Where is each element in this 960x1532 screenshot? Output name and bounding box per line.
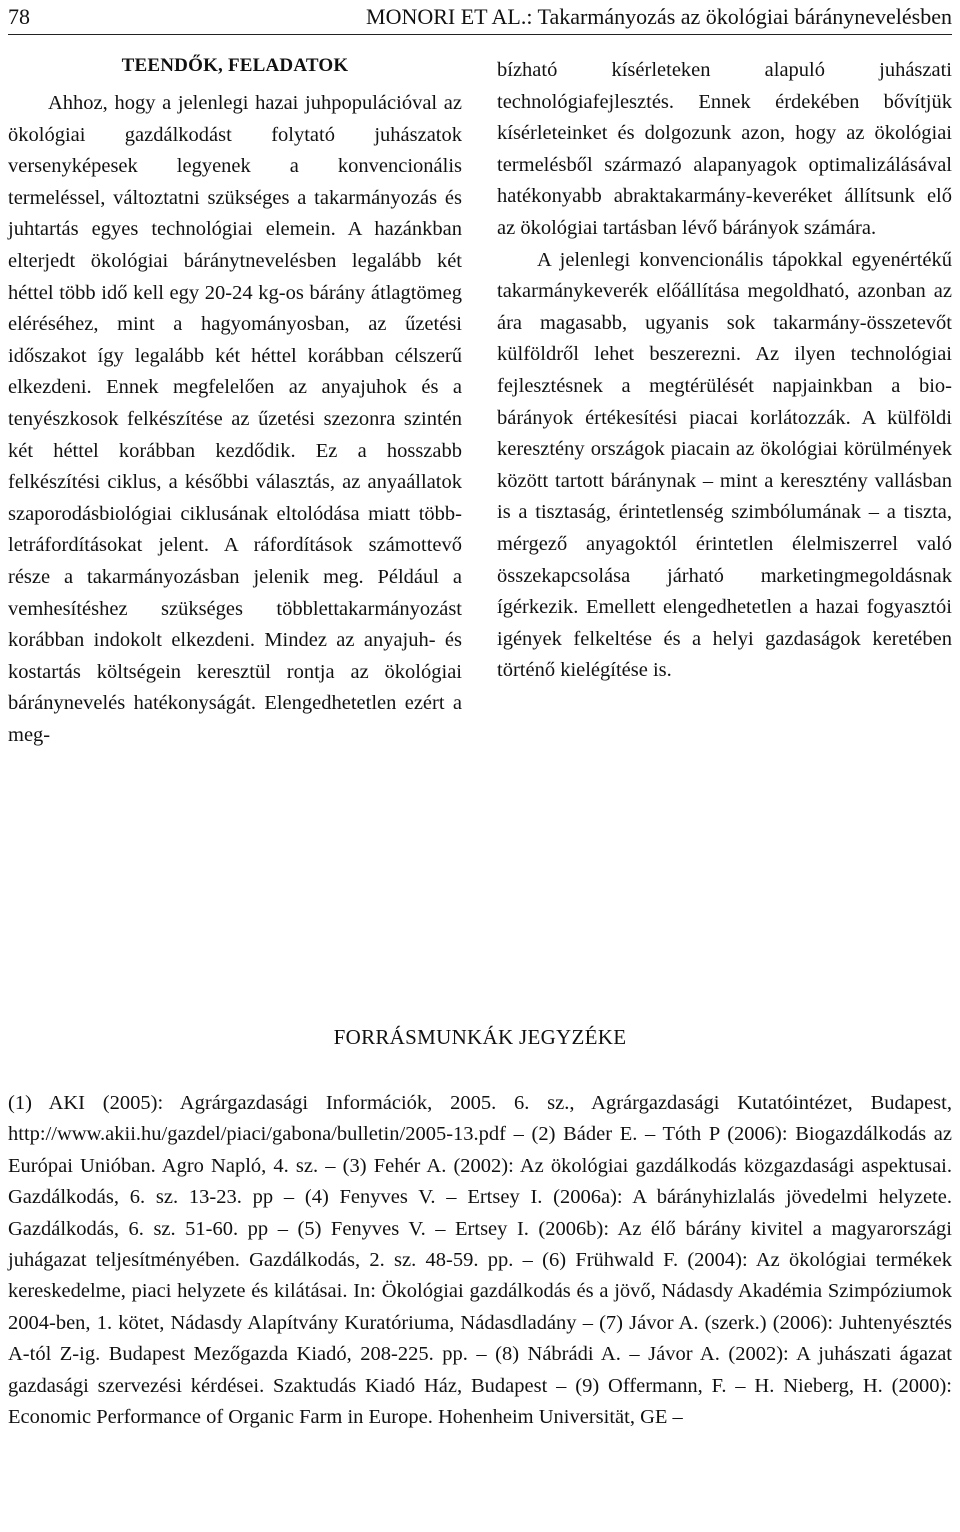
- right-column: [497, 55, 952, 687]
- running-title: MONORI ET AL.: Takarmányozás az ökológiai báránynevelésben: [366, 4, 952, 29]
- running-header: [8, 0, 952, 35]
- page-number: 78: [8, 4, 30, 29]
- references-title: FORRÁSMUNKÁK JEGYZÉKE: [333, 1025, 627, 1049]
- section-title: TEENDŐK, FELADATOK: [121, 55, 349, 76]
- references-list: [8, 1088, 952, 1433]
- references-text: (1) AKI (2005): Agrárgazdasági Információk, 2005. 6. sz., Agrárgazdasági Kutatóintézet, Budapest, http://www.akii.hu/gazdel/piaci/gabona/bulletin/2005-13.pdf – (2) Báder E. – Tóth P (2006): Biogazdálkodás az Európai Unióban. Agro Napló, 4. sz. – (3) Fehér A. (2002): Az ökológiai gazdálkodás közgazdasági aspektusai. Gazdálkodás, 6. sz. 13-23. pp – (4) Fenyves V. – Ertsey I. (2006a): A bárányhizlalás jövedelmi helyzete. Gazdálkodás, 6. sz. 51-60. pp – (5) Fenyves V. – Ertsey I. (2006b): Az élő bárány kivitel a magyarországi juhágazat teljesítményében. Gazdálkodás, 2. sz. 48-59. pp. – (6) Frühwald F. (2004): Az ökológiai termékek kereskedelme, piaci helyzete és kilátásai. In: Ökológiai gazdálkodás és a jövő, Nádasdy Akadémia Szimpóziumok 2004-ben, 1. kötet, Nádasdy Alapítvány Kuratóriuma, Nádasdladány – (7) Jávor A. (szerk.) (2006): Juhtenyésztés A-tól Z-ig. Budapest Mezőgazda Kiadó, 208-225. pp. – (8) Nábrádi A. – Jávor A. (2002): A juhászati ágazat gazdasági szervezési kérdései. Szaktudás Kiadó Ház, Budapest – (9) Offermann, F. – H. Nieberg, H. (2000): Economic Performance of Organic Farm in Europe. Hohenheim Universität, GE –: [8, 1092, 952, 1429]
- left-column: [8, 52, 462, 751]
- body-paragraph-continued: bízható kísérleteken alapuló juhászati technológiafejlesztés. Ennek érdekében bővítjük kísérleteinket és dolgozunk azon, hogy az ökológiai termelésből származó alapanyagok optimalizálásával hatékonyabb abraktakarmány-keveréket állítsunk elő az ökológiai tartásban lévő bárányok számára.: [497, 59, 952, 239]
- body-paragraph: Ahhoz, hogy a jelenlegi hazai juhpopulációval az ökológiai gazdálkodást folytató juhászatok versenyképesek legyenek a konvencionális termeléssel, változtatni szükséges a takarmányozás és juhtartás egyes technológiai elemein. A hazánkban elterjedt ökológiai báránytnevelésben legalább két héttel több idő kell egy 20-24 kg-os bárány átlagtömeg eléréséhez, mint a hagyományosban, az űzetési időszakot így legalább két héttel korábban célszerű elkezdeni. Ennek megfelelően az anyajuhok és a tenyészkosok felkészítése az űzetési szezonra szintén két héttel korábban kezdődik. Ez a hosszabb felkészítési ciklus, a későbbi választás, az anyaállatok szaporodásbiológiai ciklusának eltolódása miatt többletráfordításokat jelent. A ráfordítások számottevő része a takarmányozásban jelenik meg. Például a vemhesítéshez szükséges többlettakarmányozást korábban indokolt elkezdeni. Mindez az anyajuh- és kostartás költségein keresztül rontja az ökológiai báránynevelés hatékonyságát. Elengedhetetlen ezért a meg-: [8, 92, 462, 746]
- body-paragraph: A jelenlegi konvencionális tápokkal egyenértékű takarmánykeverék előállítása megoldható, azonban az ára magasabb, ugyanis sok takarmány-összetevőt külföldről lehet beszerezni. Az ilyen technológiai fejlesztésnek a megtérülését napjainkban a bio-bárányok értékesítési piacai korlátozzák. A külföldi keresztény országok piacain az ökológiai körülmények között tartott báránynak – mint a keresztény vallásban is a tisztaság, érintetlenség szimbólumának – a tiszta, mérgező anyagoktól érintetlen élelmiszerrel való összekapcsolása járható marketingmegoldásnak ígérkezik. Emellett elengedhetetlen a hazai fogyasztói igények felkeltése és a helyi gazdaságok keretében történő kielégítése is.: [497, 248, 952, 682]
